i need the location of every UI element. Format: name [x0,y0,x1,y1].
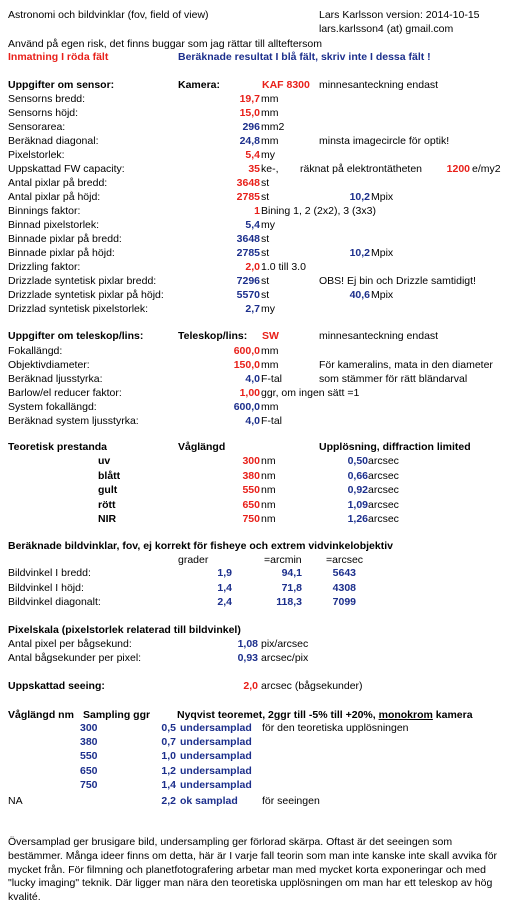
sampling-factor: 1,2 [161,764,176,777]
telescope-row-label: Beräknad system ljusstyrka: [8,415,139,427]
sampling-note: för den teoretiska upplösningen [262,722,409,734]
telescope-input[interactable]: SW [262,330,279,342]
angle-arcmin: 71,8 [281,581,302,594]
sensor-row-unit: my [261,219,275,231]
sampling-col-nyquist [177,709,473,722]
sensor-row-value: 7296 [236,275,260,287]
sensor-row-unit: mm [261,93,279,105]
telescope-row-label: Fokallängd: [8,345,63,357]
sampling-nyquist-text: Nyqvist teoremet, 2ggr till -5% till +20%, [177,709,376,721]
performance-band: uv [98,455,111,467]
sensor-row-value: 5570 [236,289,260,301]
angle-row-label: Bildvinkel I höjd: [8,581,84,594]
telescope-row-note: För kameralins, mata in den diameter [319,359,493,371]
sampling-factor: 0,7 [161,736,176,749]
sensor-row-unit-2: e/my2 [472,163,501,175]
sensor-row-unit: ke-, [261,163,279,175]
telescope-row-unit: F-tal [261,415,282,427]
pixelscale-value: 1,08 [237,638,258,650]
camera-note: minnesanteckning endast [319,79,439,91]
sampling-status: undersamplad [180,722,252,734]
pixelscale-unit: arcsec/pix [261,652,309,664]
sensor-row-unit: st [261,191,270,203]
sensor-row-unit: st [261,247,270,259]
sensor-row-value-2: 10,2 [349,191,370,203]
sensor-row-unit: mm [261,107,279,119]
angles-col-degrees: grader [178,554,209,566]
sampling-status: undersamplad [180,736,252,749]
sampling-monokrom: monokrom [378,709,433,721]
angles-col-arcmin: =arcmin [264,554,302,566]
sampling-factor: 0,5 [161,722,176,734]
performance-wavelength-input[interactable]: 300 [242,455,260,467]
sensor-row-note: räknat på elektrontätheten [300,163,423,175]
sensor-row-value: 2785 [236,247,260,259]
sensor-row-input[interactable]: 35 [248,163,260,175]
sampling-col-factor: Sampling ggr [83,709,151,721]
telescope-row-unit: ggr, om ingen sätt =1 [261,387,360,399]
sensor-row-label: Binnad pixelstorlek: [8,219,100,231]
telescope-label: Teleskop/lins: [178,330,248,342]
sensor-row-unit: my [261,149,275,161]
sensor-row-value: 296 [242,121,260,133]
sensor-row-unit: st [261,275,270,287]
sensor-row-input[interactable]: 19,7 [239,93,260,105]
performance-resolution-unit: arcsec [368,455,399,467]
pixelscale-label: Antal pixel per bågsekund: [8,638,132,650]
angle-row-label: Bildvinkel I bredd: [8,567,91,579]
sensor-row-label: Antal pixlar på höjd: [8,191,101,203]
sensor-row-unit: 1.0 till 3.0 [261,261,306,273]
telescope-row-input[interactable]: 600,0 [233,345,260,357]
sensor-row-label: Sensorns höjd: [8,107,79,119]
performance-wavelength-unit: nm [261,469,276,482]
sensor-row-label: Sensorns bredd: [8,93,86,105]
author-email: lars.karlsson4 (at) gmail.com [319,23,454,35]
sensor-row-unit-2: Mpix [371,289,394,301]
performance-resolution: 1,26 [347,513,368,525]
sampling-status: undersamplad [180,764,252,777]
sensor-row-input[interactable]: 15,0 [239,107,260,119]
performance-wavelength-unit: nm [261,455,276,467]
sensor-row-label: Binnings faktor: [8,205,81,217]
author-version: Lars Karlsson version: 2014-10-15 [319,9,480,21]
performance-wavelength-input[interactable]: 750 [242,513,260,525]
performance-wavelength-unit: nm [261,498,276,511]
camera-input[interactable]: KAF 8300 [262,79,310,91]
sampling-status: ok samplad [180,795,238,807]
sensor-row-value-2: 10,2 [349,247,370,259]
performance-resolution: 0,66 [347,469,368,482]
sensor-row-label: Binnade pixlar på bredd: [8,233,122,245]
sensor-row-unit-2: Mpix [371,191,394,203]
sampling-wavelength: 550 [80,750,98,763]
sensor-row-label: Beräknad diagonal: [8,135,99,147]
telescope-row-note: som stämmer för rätt bländarval [319,373,468,385]
sampling-status: undersamplad [180,778,252,791]
telescope-note: minnesanteckning endast [319,330,439,342]
sampling-factor: 2,2 [161,795,176,807]
sensor-row-note: OBS! Ej bin och Drizzle samtidigt! [319,275,476,287]
performance-resolution-unit: arcsec [368,513,399,525]
sensor-row-input[interactable]: 2785 [236,191,260,203]
telescope-row-value: 4,0 [245,415,260,427]
angle-row-label: Bildvinkel diagonalt: [8,596,101,608]
telescope-row-label: System fokallängd: [8,401,97,413]
seeing-unit: arcsec (bågsekunder) [261,680,363,692]
telescope-row-value: 4,0 [245,373,260,385]
page-title: Astronomi och bildvinklar (fov, field of view) [8,9,209,21]
sensor-heading: Uppgifter om sensor: [8,79,115,91]
sensor-row-input[interactable]: 3648 [236,177,260,189]
telescope-row-input[interactable]: 150,0 [233,359,260,371]
sensor-row-value: 3648 [236,233,260,245]
sensor-row-unit: st [261,233,270,245]
performance-resolution-unit: arcsec [368,469,399,482]
sensor-row-value: 5,4 [245,219,260,231]
sampling-wavelength: 300 [80,722,98,734]
sensor-row-label: Drizzlade syntetisk pixlar bredd: [8,275,157,287]
telescope-row-label: Barlow/el reducer faktor: [8,387,122,399]
pixelscale-label: Antal bågsekunder per pixel: [8,652,142,664]
sampling-kamera: kamera [435,709,473,721]
sensor-row-label: Drizzlad syntetisk pixelstorlek: [8,303,149,315]
angle-arcsec: 5643 [332,567,356,579]
sensor-row-unit-2: Mpix [371,247,394,259]
angles-col-arcsec: =arcsec [326,554,364,566]
sensor-row-value: 24,8 [239,135,260,147]
calc-note: Beräknade resultat I blå fält, skriv inte I dessa fält ! [178,51,431,63]
sampling-factor: 1,0 [161,750,176,763]
sensor-row-label: Pixelstorlek: [8,149,65,161]
performance-resolution: 1,09 [347,498,368,511]
performance-band: gult [98,484,118,496]
input-note: Inmatning I röda fält [8,51,109,63]
performance-resolution-unit: arcsec [368,498,399,511]
performance-band: rött [98,498,116,511]
performance-band: blått [98,469,121,482]
sensor-row-input[interactable]: 2,0 [245,261,260,273]
sampling-wavelength: 750 [80,778,98,791]
telescope-row-label: Objektivdiameter: [8,359,90,371]
telescope-row-label: Beräknad ljusstyrka: [8,373,103,385]
angles-heading: Beräknade bildvinklar, fov, ej korrekt för fisheye och extrem vidvinkelobjektiv [8,540,393,552]
telescope-row-input[interactable]: 1,00 [239,387,260,399]
telescope-row-unit: mm [261,359,279,371]
pixelscale-heading: Pixelskala (pixelstorlek relaterad till bildvinkel) [8,624,241,636]
angle-degrees: 1,9 [217,567,232,579]
telescope-row-unit: mm [261,401,279,413]
seeing-label: Uppskattad seeing: [8,680,105,692]
sampling-status: undersamplad [180,750,252,763]
performance-resolution: 0,50 [347,455,368,467]
telescope-row-value: 600,0 [233,401,260,413]
performance-wavelength-input[interactable]: 380 [242,469,260,482]
sampling-wavelength: 650 [80,764,98,777]
sensor-row-value-2: 40,6 [349,289,370,301]
performance-wavelength-unit: nm [261,513,276,525]
sensor-row-input-2[interactable]: 1200 [446,163,470,175]
sensor-row-label: Sensorarea: [8,121,66,133]
explanation-paragraph: Översamplad ger brusigare bild, undersampling ger förlorad skärpa. Oftast är det seeingen som bestämmer. Många ideer finns om detta, här är I varje fall teorin som man inte kanske inte skall avvika för mycket från. För filmning och planetfotografering arbetar man med mycket korta exponeringar och med "lucky imaging" teknik. Där ligger man nära den teoretiska upplösningen om man har ett teleskop av hög kvalité. [8,836,498,904]
performance-resolution: 0,92 [347,484,368,496]
performance-band: NIR [98,513,117,525]
sensor-row-note: minsta imagecircle för optik! [319,135,450,147]
performance-col-resolution: Upplösning, diffraction limited [319,441,471,453]
sampling-wavelength: 380 [80,736,98,749]
performance-heading: Teoretisk prestanda [8,441,108,453]
sensor-row-unit: st [261,289,270,301]
sensor-row-value: 2,7 [245,303,260,315]
angle-degrees: 1,4 [217,581,232,594]
sampling-factor: 1,4 [161,778,176,791]
sensor-row-unit: my [261,303,275,315]
sensor-row-label: Drizzlade syntetisk pixlar på höjd: [8,289,164,301]
sensor-row-label: Uppskattad FW capacity: [8,163,125,175]
telescope-row-unit: mm [261,345,279,357]
pixelscale-unit: pix/arcsec [261,638,309,650]
sensor-row-label: Drizzling faktor: [8,261,81,273]
angle-arcmin: 118,3 [276,596,302,608]
performance-col-wavelength: Våglängd [178,441,226,453]
performance-wavelength-input[interactable]: 550 [242,484,260,496]
performance-wavelength-unit: nm [261,484,276,496]
sensor-row-unit: Bining 1, 2 (2x2), 3 (3x3) [261,205,376,217]
warning-text: Använd på egen risk, det finns buggar som jag rättar till allteftersom [8,38,322,50]
performance-resolution-unit: arcsec [368,484,399,496]
angle-degrees: 2,4 [217,596,232,608]
performance-wavelength-input[interactable]: 650 [242,498,260,511]
pixelscale-value: 0,93 [237,652,258,664]
angle-arcmin: 94,1 [281,567,302,579]
camera-label: Kamera: [178,79,221,91]
sampling-note: för seeingen [262,795,320,807]
angle-arcsec: 4308 [332,581,356,594]
sensor-row-unit: st [261,177,270,189]
sensor-row-label: Antal pixlar på bredd: [8,177,108,189]
sensor-row-unit: mm [261,135,279,147]
sensor-row-label: Binnade pixlar på höjd: [8,247,115,259]
angle-arcsec: 7099 [332,596,356,608]
sensor-row-unit: mm2 [261,121,285,133]
telescope-row-unit: F-tal [261,373,282,385]
sampling-col-wavelength: Våglängd nm [8,709,74,721]
sensor-row-input[interactable]: 1 [254,205,260,217]
seeing-input[interactable]: 2,0 [243,680,258,692]
telescope-heading: Uppgifter om teleskop/lins: [8,330,144,342]
sampling-wavelength: NA [8,795,23,807]
sensor-row-input[interactable]: 5,4 [245,149,260,161]
